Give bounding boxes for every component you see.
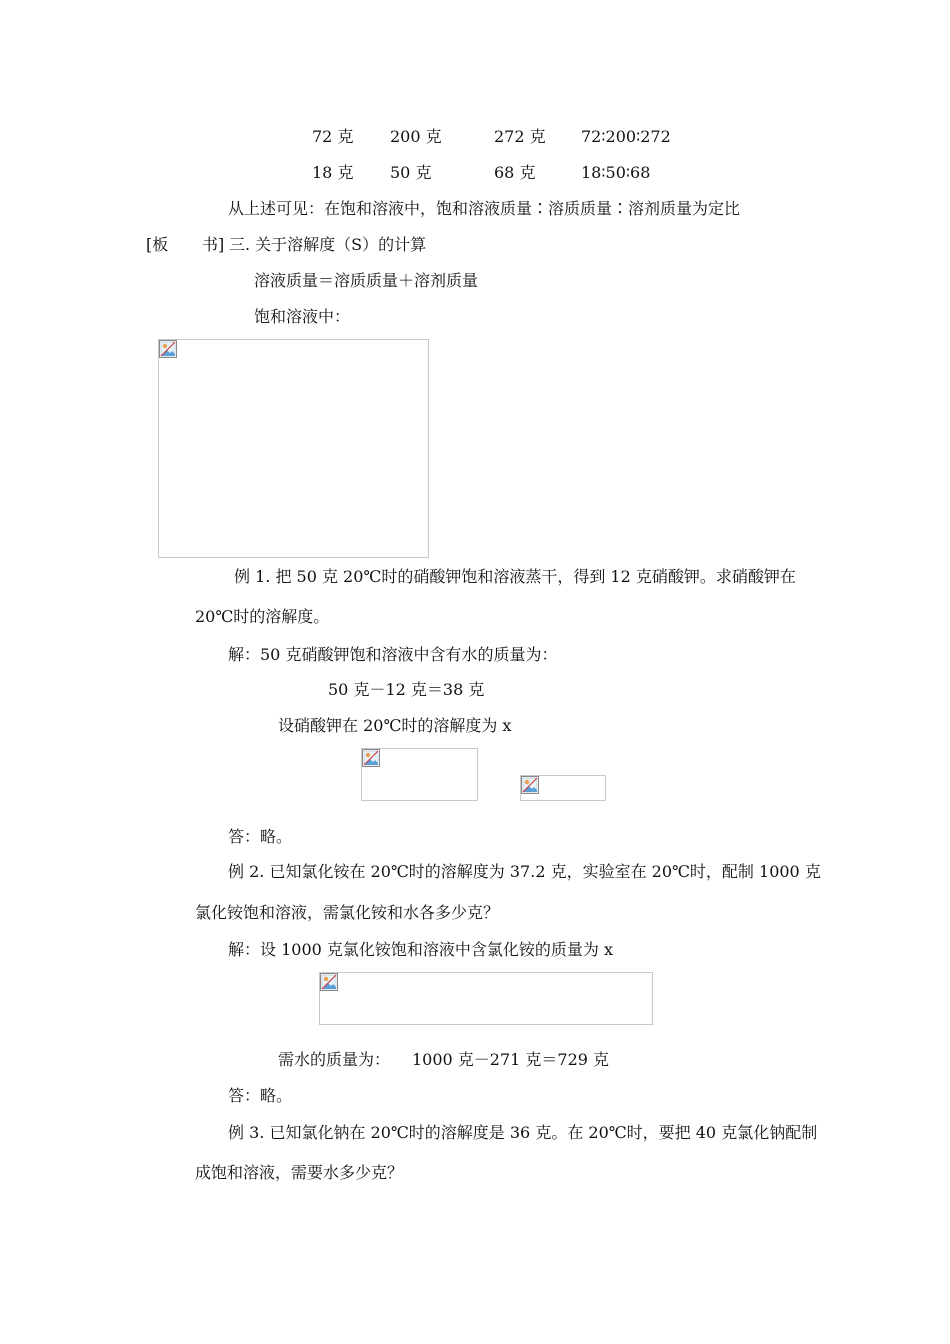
ratio-cell: 18 克: [312, 163, 354, 182]
ratio-cell: 200 克: [390, 127, 442, 146]
broken-image-icon: [159, 340, 177, 358]
ratio-cell: 50 克: [390, 163, 432, 182]
example1-let: 设硝酸钾在 20℃时的溶解度为 x: [278, 716, 512, 735]
example2-answer: 答：略。: [228, 1086, 293, 1105]
board-tag-open: [板: [146, 235, 169, 254]
example1-line1: 例 1. 把 50 克 20℃时的硝酸钾饱和溶液蒸干，得到 12 克硝酸钾。求硝酸钾在: [234, 567, 796, 586]
example2-line2: 氯化铵饱和溶液，需氯化铵和水各多少克？: [195, 903, 500, 922]
example3-line1: 例 3. 已知氯化钠在 20℃时的溶解度是 36 克。在 20℃时，要把 40 克氯化钠配制: [228, 1123, 818, 1142]
section-heading: 三. 关于溶解度（S）的计算: [229, 235, 427, 254]
result-image-placeholder: [520, 775, 606, 801]
example2-line1: 例 2. 已知氯化铵在 20℃时的溶解度为 37.2 克，实验室在 20℃时，配制 1000 克: [228, 862, 821, 881]
formula-image-placeholder: [158, 339, 429, 558]
example1-answer: 答：略。: [228, 827, 293, 846]
ratio-cell: 18∶50∶68: [581, 163, 651, 182]
broken-image-icon: [320, 973, 338, 991]
ratio-cell: 72∶200∶272: [581, 127, 671, 146]
ratio-cell: 72 克: [312, 127, 354, 146]
saturated-label: 饱和溶液中：: [254, 307, 351, 326]
example1-line2: 20℃时的溶解度。: [195, 607, 330, 626]
board-tag-close: 书]: [202, 235, 225, 254]
equation-image-placeholder: [361, 748, 478, 801]
example2-water-calc: 1000 克－271 克＝729 克: [412, 1050, 610, 1069]
example2-water-label: 需水的质量为：: [278, 1050, 391, 1069]
example2-solution-intro: 解：设 1000 克氯化铵饱和溶液中含氯化铵的质量为 x: [228, 940, 614, 959]
example1-calc: 50 克－12 克＝38 克: [328, 680, 485, 699]
conclusion-text: 从上述可见：在饱和溶液中，饱和溶液质量∶溶质质量∶溶剂质量为定比: [228, 199, 741, 218]
broken-image-icon: [362, 749, 380, 767]
formula-line: 溶液质量＝溶质质量＋溶剂质量: [254, 271, 479, 290]
example3-line2: 成饱和溶液，需要水多少克？: [195, 1163, 404, 1182]
broken-image-icon: [521, 776, 539, 794]
ratio-cell: 68 克: [494, 163, 536, 182]
example1-solution-intro: 解：50 克硝酸钾饱和溶液中含有水的质量为：: [228, 645, 558, 664]
equation-image-placeholder: [319, 972, 653, 1025]
ratio-cell: 272 克: [494, 127, 546, 146]
